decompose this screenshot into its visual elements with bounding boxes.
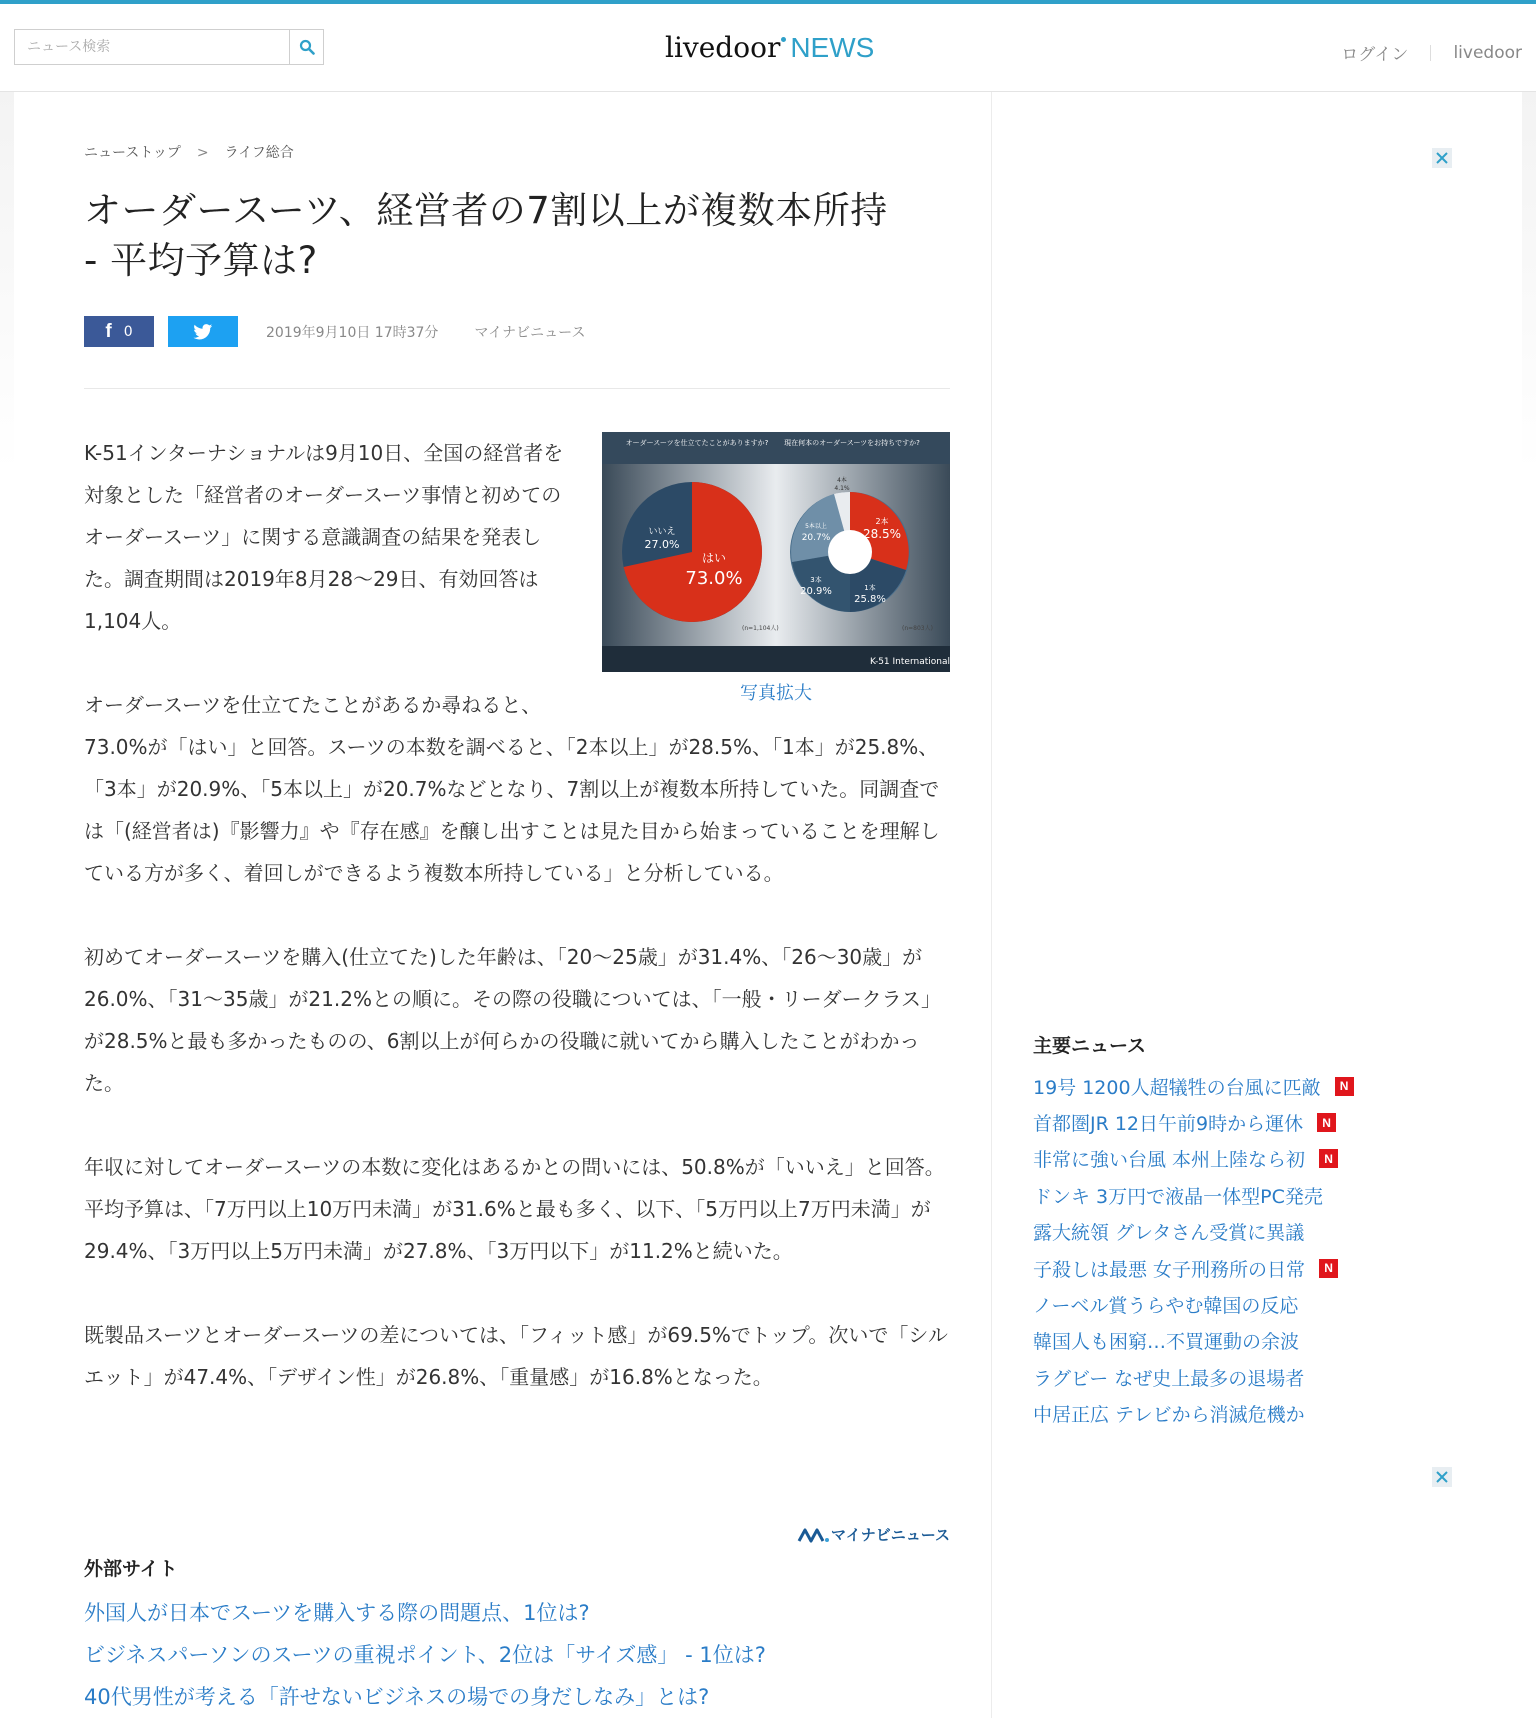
logo-livedoor: livedoor [665,31,781,64]
header-links [1341,40,1522,65]
pie2-label-1: 1本 [864,584,876,592]
logo-dot [781,37,786,42]
chart-question-1: オーダースーツを仕立てたことがありますか? [625,439,769,447]
list-item [1033,1141,1473,1177]
pie2-value-4: 4.1% [834,485,850,492]
pie2-value-1: 25.8% [854,594,886,605]
article-title-line1: オーダースーツ、経営者の7割以上が複数本所持 [84,189,888,232]
logo-news: NEWS [790,32,875,63]
column-divider [991,92,992,1718]
list-item [1033,1396,1473,1432]
pie2-label-5plus: 5本以上 [805,523,827,530]
publisher-logo-text: マイナビニュース [831,1526,950,1544]
search-icon [299,39,315,55]
header-divider [1430,45,1431,61]
pie2-value-5plus: 20.7% [801,533,831,543]
pie1-label-yes: はい [701,551,727,565]
pie1-label-no: いいえ [648,527,676,537]
main-news-heading: 主要ニュース [1033,1035,1147,1057]
list-item [1033,1359,1473,1395]
news-link[interactable]: ラグビー なぜ史上最多の退場者 [1033,1367,1305,1390]
list-item [1033,1250,1473,1286]
new-badge: N [1319,1259,1338,1278]
photo-zoom-link[interactable]: 写真拡大 [740,683,812,704]
login-link[interactable]: ログイン [1341,45,1409,65]
external-link[interactable]: ビジネスパーソンのスーツの重視ポイント、2位は「サイズ感」 - 1位は? [84,1643,766,1667]
list-item [1033,1068,1473,1104]
chart-header-band [602,432,950,464]
list-item [1033,1286,1473,1322]
list-item [1033,1214,1473,1250]
news-link[interactable]: 19号 1200人超犠牲の台風に匹敵 [1033,1076,1321,1099]
article-paragraph-3: 初めてオーダースーツを購入(仕立てた)した年齢は、「20〜25歳」が31.4%、「26〜30歳」が26.0%、「31〜35歳」が21.2%との順に。その際の役職については、「一般・リーダークラス」が28.5%と最も多かったものの、6割以上が何らかの役職に就いてから購入したことがわかった。 [84,945,941,1095]
news-link[interactable]: ドンキ 3万円で液晶一体型PC発売 [1033,1185,1323,1208]
share-bar [84,316,585,347]
list-item [1033,1323,1473,1359]
external-link[interactable]: 外国人が日本でスーツを購入する際の問題点、1位は? [84,1601,590,1625]
page-shadow-right [1522,92,1536,472]
page-shadow-left [0,92,14,472]
breadcrumb-separator: > [196,145,209,161]
facebook-share-button[interactable] [84,316,154,347]
news-link[interactable]: 非常に強い台風 本州上陸なら初 [1033,1149,1306,1172]
pie2-label-4: 4本 [837,477,847,484]
article-paragraph-4: 年収に対してオーダースーツの本数に変化はあるかとの問いには、50.8%が「いいえ」と回答。平均予算は、「7万円以上10万円未満」が31.6%と最も多く、以下、「5万円以上7万円未満」が29.4%、「3万円以上5万円未満」が27.8%、「3万円以下」が11.2%と続いた。 [84,1155,945,1263]
article-body [84,432,950,1440]
pie2-value-2: 28.5% [862,527,902,541]
header-divider-line [84,388,950,389]
news-link[interactable]: 首都圏JR 12日午前9時から運休 [1033,1113,1304,1136]
twitter-share-button[interactable] [168,316,238,347]
search-box [14,29,324,65]
pie2-label-2: 2本 [875,517,889,526]
news-link[interactable]: 中居正広 テレビから消滅危機か [1033,1404,1305,1427]
facebook-icon: f [105,320,112,342]
article-date: 2019年9月10日 17時37分 [266,324,439,341]
ad-close-button-top[interactable] [1432,148,1452,168]
main-news-list [1033,1068,1473,1432]
publisher-logo[interactable] [797,1524,950,1545]
article-paragraph-1: K-51インターナショナルは9月10日、全国の経営者を対象とした「経営者のオーダースーツ事情と初めてのオーダースーツ」に関する意識調査の結果を発表した。調査期間は2019年8月28〜29日、有効回答は1,104人。 [84,441,564,633]
external-sites-heading: 外部サイト [84,1558,178,1580]
new-badge: N [1335,1077,1354,1096]
pie1-value-yes: 73.0% [685,568,743,589]
pie1-sample-size: (n=1,104人) [742,625,779,632]
list-item [1033,1177,1473,1213]
article-paragraph-5: 既製品スーツとオーダースーツの差については、「フィット感」が69.5%でトップ。次いで「シルエット」が47.4%、「デザイン性」が26.8%、「重量感」が16.8%となった。 [84,1323,948,1389]
close-icon [1436,152,1448,164]
new-badge: N [1317,1113,1336,1132]
external-links-list [84,1592,950,1718]
news-link[interactable]: 露大統領 グレタさん受賞に異議 [1033,1222,1305,1245]
breadcrumb [84,142,294,162]
close-icon [1436,1471,1448,1483]
article-source: マイナビニュース [474,324,586,341]
survey-chart-image[interactable] [602,432,950,672]
livedoor-link[interactable]: livedoor [1453,42,1522,63]
pie2-label-3: 3本 [810,576,822,584]
pie2-sample-size: (n=803人) [902,625,933,632]
mynavi-logo-icon [797,1526,831,1544]
new-badge: N [1319,1149,1338,1168]
news-link[interactable]: 韓国人も困窮…不買運動の余波 [1033,1331,1300,1354]
news-link[interactable]: ノーベル賞うらやむ韓国の反応 [1033,1295,1299,1318]
chart-brand-logo: K-51 International [870,657,950,667]
twitter-icon [193,324,213,340]
site-logo[interactable] [665,31,874,64]
list-item [1033,1104,1473,1140]
external-link[interactable]: 40代男性が考える「許せないビジネスの場での身だしなみ」とは? [84,1685,710,1709]
facebook-share-count: 0 [123,323,133,340]
article-figure [602,432,950,706]
news-link[interactable]: 子殺しは最悪 女子刑務所の日常 [1033,1258,1306,1281]
search-button[interactable] [289,30,323,64]
pie1-value-no: 27.0% [644,538,680,551]
breadcrumb-news-top[interactable]: ニューストップ [84,145,181,161]
breadcrumb-life[interactable]: ライフ総合 [224,145,294,161]
pie2-value-3: 20.9% [800,586,832,597]
survey-chart-svg [602,432,950,672]
ad-close-button-bottom[interactable] [1432,1467,1452,1487]
article-meta [266,322,585,342]
article-title-line2: - 平均予算は? [84,239,318,282]
site-header [0,4,1536,92]
article-title [84,186,950,286]
article-paragraph-2: オーダースーツを仕立てたことがあるか尋ねると、73.0%が「はい」と回答。スーツの本数を調べると、「2本以上」が28.5%、「1本」が25.8%、「3本」が20.9%、「5本以上」が20.7%などとなり、7割以上が複数本所持していた。同調査では「(経営者は)『影響力』や『存在感』を醸し出すことは見た目から始まっていることを理解している方が多く、着回しができるよう複数本所持している」と分析している。 [84,693,940,885]
search-input[interactable] [15,30,289,64]
chart-question-2: 現在何本のオーダースーツをお持ちですか? [784,439,920,447]
